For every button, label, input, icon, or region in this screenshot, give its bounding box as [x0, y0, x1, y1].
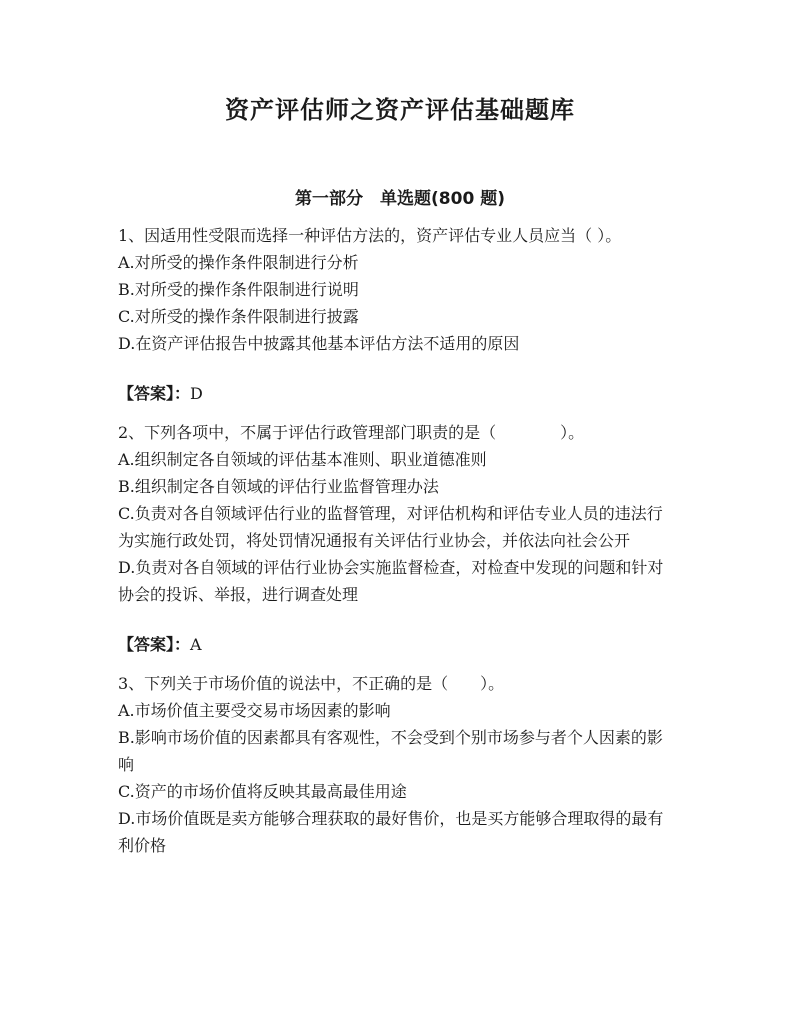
- option-a: A.对所受的操作条件限制进行分析: [118, 253, 359, 272]
- answer-line: [118, 631, 678, 658]
- question-stem: 1、因适用性受限而选择一种评估方法的，资产评估专业人员应当（ ）。: [118, 226, 622, 245]
- option-b: B.对所受的操作条件限制进行说明: [118, 280, 359, 299]
- question-stem: 3、下列关于市场价值的说法中，不正确的是（ ）。: [118, 674, 505, 693]
- question-2: [118, 419, 678, 658]
- answer-label: 【答案】：: [118, 384, 191, 403]
- option-d: D.在资产评估报告中披露其他基本评估方法不适用的原因: [118, 334, 520, 353]
- option-a: A.组织制定各自领域的评估基本准则、职业道德准则: [118, 450, 487, 469]
- question-1: [118, 222, 678, 407]
- option-c: C.资产的市场价值将反映其最高最佳用途: [118, 782, 407, 801]
- option-a: A.市场价值主要受交易市场因素的影响: [118, 701, 391, 720]
- question-list: [118, 222, 678, 859]
- option-b: B.组织制定各自领域的评估行业监督管理办法: [118, 477, 439, 496]
- answer-value: A: [190, 635, 202, 654]
- question-stem: 2、下列各项中，不属于评估行政管理部门职责的是（ ）。: [118, 423, 585, 442]
- answer-value: D: [190, 384, 203, 403]
- document-title: 资产评估师之资产评估基础题库: [225, 96, 575, 124]
- answer-label: 【答案】：: [118, 635, 191, 654]
- option-d: D.市场价值既是卖方能够合理获取的最好售价，也是买方能够合理取得的最有利价格: [118, 809, 664, 855]
- option-c: C.对所受的操作条件限制进行披露: [118, 307, 359, 326]
- option-b: B.影响市场价值的因素都具有客观性，不会受到个别市场参与者个人因素的影响: [118, 728, 663, 774]
- option-c: C.负责对各自领域评估行业的监督管理，对评估机构和评估专业人员的违法行为实施行政处罚，将处罚情况通报有关评估行业协会，并依法向社会公开: [118, 504, 663, 550]
- option-d: D.负责对各自领域的评估行业协会实施监督检查，对检查中发现的问题和针对协会的投诉、举报，进行调查处理: [118, 558, 664, 604]
- answer-line: [118, 380, 678, 407]
- section-title: 第一部分 单选题(800 题): [295, 189, 505, 209]
- question-3: [118, 670, 678, 859]
